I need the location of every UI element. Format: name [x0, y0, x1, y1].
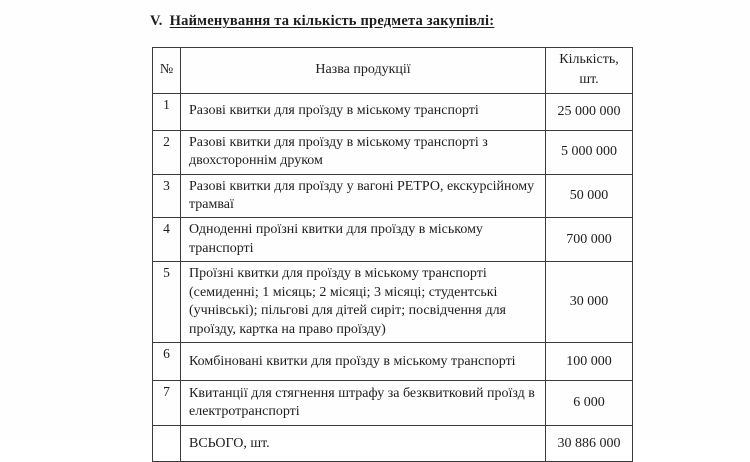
- header-quantity: Кількість, шт.: [546, 48, 633, 94]
- product-name-cell: Квитанції для стягнення штрафу за безквитковий проїзд в електротранспорті: [181, 381, 546, 426]
- procurement-table: [152, 47, 633, 462]
- table-row: [153, 218, 633, 262]
- section-heading-text: Найменування та кількість предмета закупівлі:: [169, 13, 495, 29]
- product-name-cell: Разові квитки для проїзду у вагоні РЕТРО, екскурсійному трамваї: [181, 174, 546, 218]
- product-name-cell: Разові квитки для проїзду в міському транспорті з двохстороннім друком: [181, 130, 546, 174]
- table-header-row: [153, 48, 633, 94]
- row-number-cell: 6: [153, 343, 181, 381]
- row-number-cell: 4: [153, 218, 181, 262]
- table-row: [153, 130, 633, 174]
- quantity-cell: 25 000 000: [546, 93, 633, 130]
- table-row: [153, 381, 633, 426]
- table-row: [153, 262, 633, 343]
- header-number: №: [153, 48, 181, 94]
- section-title: [150, 13, 494, 30]
- header-product-name: Назва продукції: [181, 48, 546, 94]
- table-row: [153, 174, 633, 218]
- section-number: V.: [150, 13, 163, 29]
- total-row: [153, 426, 633, 462]
- total-quantity-cell: 30 886 000: [546, 426, 633, 462]
- row-number-cell: 2: [153, 130, 181, 174]
- table-row: [153, 93, 633, 130]
- quantity-cell: 700 000: [546, 218, 633, 262]
- table-row: [153, 343, 633, 381]
- product-name-cell: Одноденні проїзні квитки для проїзду в міському транспорті: [181, 218, 546, 262]
- quantity-cell: 100 000: [546, 343, 633, 381]
- row-number-cell-empty: [153, 426, 181, 462]
- quantity-cell: 50 000: [546, 174, 633, 218]
- row-number-cell: 7: [153, 381, 181, 426]
- row-number-cell: 5: [153, 262, 181, 343]
- quantity-cell: 30 000: [546, 262, 633, 343]
- product-name-cell: Проїзні квитки для проїзду в міському транспорті (семиденні; 1 місяць; 2 місяці; 3 місяці; студентські (учнівські); пільгові для дітей сиріт; посвідчення для проїзду, картка на право проїзду): [181, 262, 546, 343]
- quantity-cell: 5 000 000: [546, 130, 633, 174]
- product-name-cell: Разові квитки для проїзду в міському транспорті: [181, 93, 546, 130]
- total-label-cell: ВСЬОГО, шт.: [181, 426, 546, 462]
- quantity-cell: 6 000: [546, 381, 633, 426]
- product-name-cell: Комбіновані квитки для проїзду в міському транспорті: [181, 343, 546, 381]
- row-number-cell: 1: [153, 93, 181, 130]
- row-number-cell: 3: [153, 174, 181, 218]
